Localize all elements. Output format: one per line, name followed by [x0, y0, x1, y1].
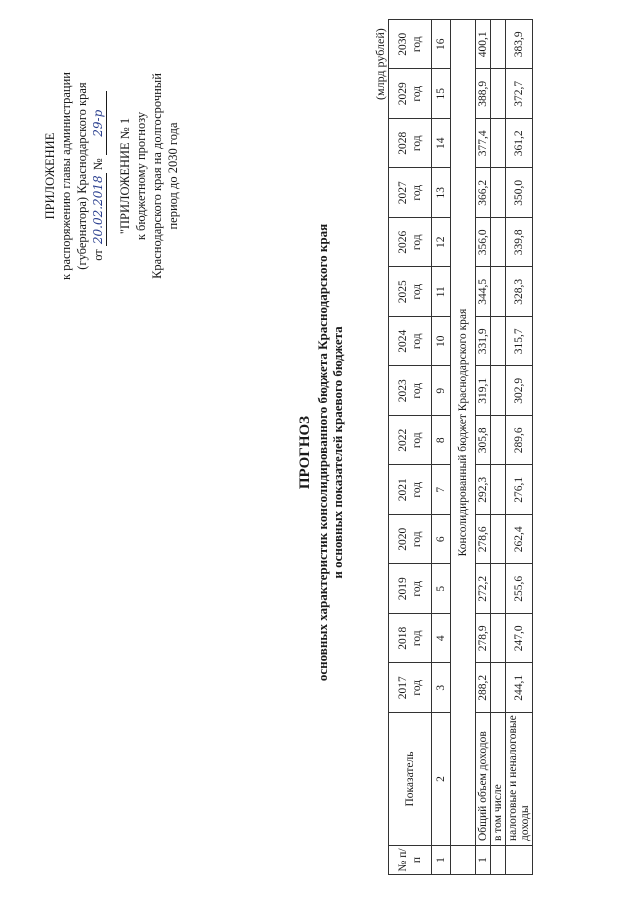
table-cell: 255,6 [506, 564, 533, 614]
row-np: 1 [476, 846, 491, 875]
col-number: 1 [432, 846, 451, 875]
col-number: 14 [432, 119, 451, 169]
col-number: 2 [432, 713, 451, 846]
table-cell: 344,5 [476, 267, 491, 317]
header-year: 2024 год [389, 317, 432, 367]
table-cell: 339,8 [506, 218, 533, 268]
table-cell: 328,3 [506, 267, 533, 317]
table-cell [491, 168, 506, 218]
table-cell: 388,9 [476, 69, 491, 119]
appendix2-title: "ПРИЛОЖЕНИЕ № 1 [118, 117, 132, 235]
table-cell: 288,2 [476, 663, 491, 713]
table-cell: 305,8 [476, 416, 491, 466]
header-year: 2017 год [389, 663, 432, 713]
appendix2-line-2: Краснодарского края на долгосрочный [150, 73, 164, 279]
table-cell: 278,9 [476, 614, 491, 664]
header-indicator: Показатель [389, 713, 432, 846]
col-number: 11 [432, 267, 451, 317]
handwritten-number: 29-р [90, 91, 107, 155]
table-cell [491, 663, 506, 713]
table-cell: 319,1 [476, 366, 491, 416]
table-cell: 244,1 [506, 663, 533, 713]
table-cell: 383,9 [506, 20, 533, 70]
table-cell: 331,9 [476, 317, 491, 367]
units-label: (млрд рублей) [373, 28, 387, 100]
table-cell: 361,2 [506, 119, 533, 169]
table-cell: 400,1 [476, 20, 491, 70]
table-row [476, 20, 491, 875]
col-number: 15 [432, 69, 451, 119]
section-title: Консолидированный бюджет Краснодарского края [451, 20, 476, 846]
table-cell [491, 119, 506, 169]
table-row [506, 20, 533, 875]
table-cell [491, 515, 506, 565]
document-title: ПРОГНОЗ [297, 415, 313, 490]
col-number: 7 [432, 465, 451, 515]
appendix-line-2: (губернатора) Краснодарского края [75, 82, 89, 270]
header-year: 2025 год [389, 267, 432, 317]
appendix-line-1: к распоряжению главы администрации [59, 72, 73, 280]
row-label: Общий объем доходов [476, 713, 491, 846]
table-cell [491, 317, 506, 367]
appendix2-line-1: к бюджетному прогнозу [134, 111, 148, 241]
table-cell [491, 465, 506, 515]
col-number: 4 [432, 614, 451, 664]
table-cell: 278,6 [476, 515, 491, 565]
table-cell: 276,1 [506, 465, 533, 515]
table-cell: 315,7 [506, 317, 533, 367]
table-cell: 262,4 [506, 515, 533, 565]
heading-line-2: и основных показателей краевого бюджета [330, 326, 345, 579]
table-cell [491, 20, 506, 70]
table-cell: 289,6 [506, 416, 533, 466]
col-number: 12 [432, 218, 451, 268]
table-cell: 372,7 [506, 69, 533, 119]
table-cell: 350,0 [506, 168, 533, 218]
table-cell: 356,0 [476, 218, 491, 268]
header-year: 2018 год [389, 614, 432, 664]
table-cell: 247,0 [506, 614, 533, 664]
table-row [491, 20, 506, 875]
col-number: 10 [432, 317, 451, 367]
table-cell [491, 564, 506, 614]
appendix-date-line [90, 21, 107, 331]
document-heading [298, 40, 345, 865]
header-year: 2028 год [389, 119, 432, 169]
row-label: в том числе [491, 713, 506, 846]
table-cell: 302,9 [506, 366, 533, 416]
header-year: 2030 год [389, 20, 432, 70]
col-number: 3 [432, 663, 451, 713]
col-number: 16 [432, 20, 451, 70]
table-cell: 272,2 [476, 564, 491, 614]
table-cell [491, 267, 506, 317]
date-prefix: от [91, 249, 105, 261]
number-prefix: № [91, 158, 105, 171]
header-year: 2029 год [389, 69, 432, 119]
table-cell: 366,2 [476, 168, 491, 218]
header-year: 2020 год [389, 515, 432, 565]
header-year: 2023 год [389, 366, 432, 416]
heading-line-1: основных характеристик консолидированного бюджета Краснодарского края [315, 223, 330, 682]
column-number-row [432, 20, 451, 875]
header-year: 2026 год [389, 218, 432, 268]
col-number: 6 [432, 515, 451, 565]
table-cell [491, 366, 506, 416]
table-cell [491, 416, 506, 466]
header-np: № п/п [389, 846, 432, 875]
table-cell [491, 69, 506, 119]
col-number: 8 [432, 416, 451, 466]
table-cell [491, 218, 506, 268]
table-header-row [389, 20, 432, 875]
table-cell: 292,3 [476, 465, 491, 515]
table-cell: 377,4 [476, 119, 491, 169]
handwritten-date: 20.02.2018 [91, 175, 105, 245]
table-cell [491, 614, 506, 664]
appendix-title: ПРИЛОЖЕНИЕ [43, 132, 57, 220]
forecast-table [388, 19, 533, 875]
appendix2-line-3: период до 2030 года [166, 122, 180, 230]
col-number: 13 [432, 168, 451, 218]
header-year: 2021 год [389, 465, 432, 515]
col-number: 5 [432, 564, 451, 614]
row-np [506, 846, 533, 875]
row-np [491, 846, 506, 875]
header-year: 2027 год [389, 168, 432, 218]
section-row [451, 20, 476, 875]
appendix-block [42, 21, 181, 331]
header-year: 2019 год [389, 564, 432, 614]
col-number: 9 [432, 366, 451, 416]
row-label: налоговые и неналоговые доходы [506, 713, 533, 846]
header-year: 2022 год [389, 416, 432, 466]
